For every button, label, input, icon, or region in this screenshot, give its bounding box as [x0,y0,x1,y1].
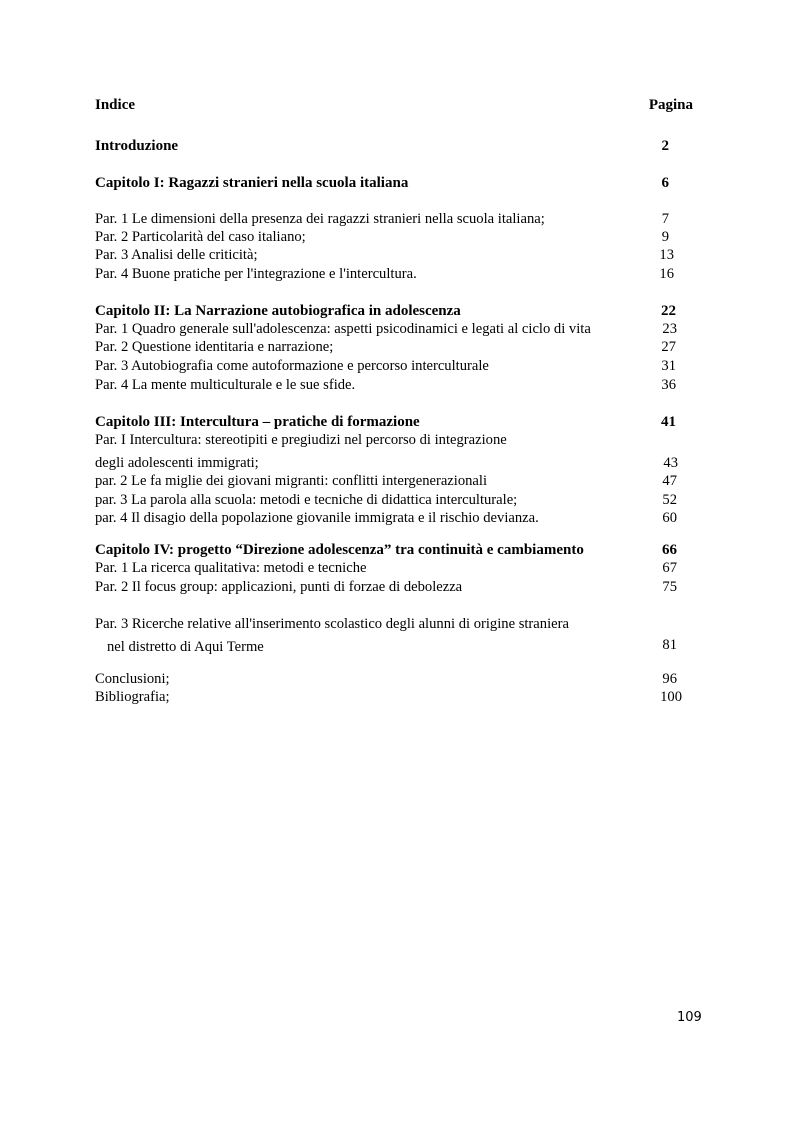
toc-entry-text: Par. 2 Particolarità del caso italiano; [95,229,306,245]
toc-entry-text: nel distretto di Aqui Terme [107,639,264,655]
toc-entry-page: 60 [662,510,677,526]
toc-entry-page: 67 [662,560,677,576]
toc-entry-page: 27 [661,339,676,355]
toc-entry-text: Par. 2 Questione identitaria e narrazione; [95,339,334,355]
toc-entry-page: 7 [661,211,669,227]
toc-entry-page: 66 [662,542,677,558]
toc-entry-text: Par. 3 Autobiografia come autoformazione e percorso interculturale [95,358,489,374]
toc-entry-page: 81 [662,637,677,653]
toc-entry-text: Par. 1 Le dimensioni della presenza dei ragazzi stranieri nella scuola italiana; [95,211,545,227]
toc-entry-page: 43 [663,455,678,471]
toc-entry-text: Capitolo I: Ragazzi stranieri nella scuola italiana [95,175,409,191]
toc-entry-text: degli adolescenti immigrati; [95,455,259,471]
toc-entry-text: Par. 4 La mente multiculturale e le sue sfide. [95,377,356,393]
toc-entry-page: 96 [662,671,677,687]
toc-entry-page: 2 [661,138,669,154]
page-number: 109 [677,1010,702,1025]
toc-entry-page: 75 [662,579,677,595]
toc-entry-page: 6 [661,175,669,191]
toc-entry-page: 9 [661,229,669,245]
toc-entry-page: 16 [659,266,674,282]
toc-entry-page: 41 [661,414,676,430]
toc-entry-text: Par. 2 Il focus group: applicazioni, punti di forzae di debolezza [95,579,463,595]
toc-entry-text: par. 2 Le fa miglie dei giovani migranti: conflitti intergenerazionali [95,473,488,489]
toc-entry-page: 31 [661,358,676,374]
toc-entry-page: 23 [662,321,677,337]
toc-entry-page: 13 [659,247,674,263]
toc-entry-text: par. 4 Il disagio della popolazione giovanile immigrata e il rischio devianza. [95,510,539,526]
toc-entry-text: Conclusioni; [95,671,170,687]
toc-entry-text: par. 3 La parola alla scuola: metodi e tecniche di didattica interculturale; [95,492,518,508]
toc-entry-text: Capitolo II: La Narrazione autobiografica in adolescenza [95,303,461,319]
toc-title: Indice [95,97,136,113]
toc-entry-text: Par. 3 Analisi delle criticità; [95,247,258,263]
toc-entry-page: 47 [662,473,677,489]
toc-entry-text: Par. 1 La ricerca qualitativa: metodi e tecniche [95,560,367,576]
toc-entry-page: 22 [661,303,676,319]
toc-entry-text: Bibliografia; [95,689,170,705]
toc-entry-page: 36 [661,377,676,393]
toc-entry-page: 52 [662,492,677,508]
toc-entry-text: Par. I Intercultura: stereotipiti e pregiudizi nel percorso di integrazione [95,432,507,448]
toc-entry-text: Capitolo III: Intercultura – pratiche di formazione [95,414,420,430]
toc-entry-text: Par. 3 Ricerche relative all'inserimento scolastico degli alunni di origine straniera [95,616,569,632]
toc-entry-text: Capitolo IV: progetto “Direzione adolescenza” tra continuità e cambiamento [95,542,584,558]
toc-entry-page: 100 [660,689,682,705]
toc-entry-text: Introduzione [95,138,179,154]
toc-entry-text: Par. 4 Buone pratiche per l'integrazione e l'intercultura. [95,266,417,282]
toc-entry-text: Par. 1 Quadro generale sull'adolescenza: aspetti psicodinamici e legati al ciclo di vita [95,321,591,337]
toc-page-column-label: Pagina [648,97,693,113]
